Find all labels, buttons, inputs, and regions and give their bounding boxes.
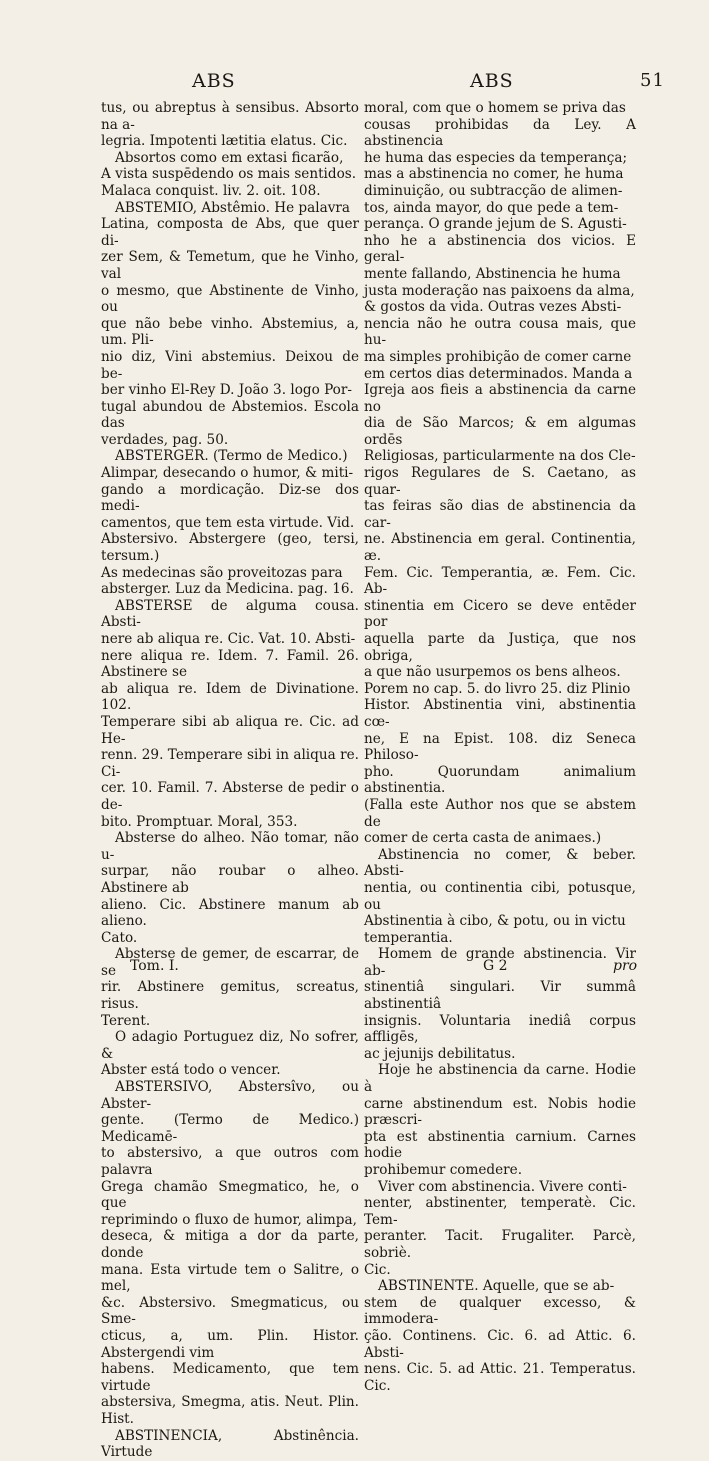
text-line: ab aliqua re. Idem de Divinatione. 102. xyxy=(101,680,359,714)
text-line: stinentiâ singulari. Vir summâ abstinentiâ xyxy=(364,979,636,1013)
text-line: legria. Impotenti lætitia elatus. Cic. xyxy=(101,133,348,150)
text-line: cer. 10. Famil. 7. Absterse de pedir o de- xyxy=(101,780,359,813)
text-line: stem de qualquer excesso, & immodera- xyxy=(364,1294,636,1328)
text-line: abstersiva, Smegma, atis. Neut. Plin. Hist. xyxy=(101,1394,359,1427)
text-line: prohibemur comedere. xyxy=(364,1162,523,1178)
text-line: ac jejunijs debilitatus. xyxy=(364,1045,516,1062)
text-line: diminuição, ou subtracção de alimen- xyxy=(364,182,623,199)
text-line: gente. (Termo de Medico.) Medicamē- xyxy=(101,1112,359,1145)
text-line: surpar, não roubar o alheo. Abstinere ab xyxy=(101,863,359,896)
text-line: peranter. Tacit. Frugaliter. Parcè, sobriè. xyxy=(364,1228,636,1261)
left-column xyxy=(101,100,359,1461)
text-line: he huma das especies da temperança; xyxy=(364,149,628,166)
text-line: ção. Continens. Cic. 6. ad Attic. 6. Absti- xyxy=(364,1327,636,1361)
text-line: verdades, pag. 50. xyxy=(101,431,229,448)
text-line: nencia não he outra cousa mais, que hu- xyxy=(364,315,636,349)
text-line: ne, E na Epist. 108. diz Seneca Philoso- xyxy=(364,730,636,764)
text-line: Temperare sibi ab aliqua re. Cic. ad He- xyxy=(101,713,359,747)
text-line: comer de certa casta de animaes.) xyxy=(364,830,602,847)
text-line: renn. 29. Temperare sibi in aliqua re. Ci- xyxy=(101,747,359,780)
text-line: aquella parte da Justiça, que nos obriga, xyxy=(364,631,636,664)
text-line: zer Sem, & Temetum, que he Vinho, val xyxy=(101,249,359,282)
text-line: Malaca conquist. liv. 2. oit. 108. xyxy=(101,182,321,199)
text-line: cticus, a, um. Plin. Histor. Abstergendi vim xyxy=(101,1327,359,1361)
text-line: Abstinencia no comer, & beber. Absti- xyxy=(364,846,636,880)
text-line: (Falla este Author nos que se abstem de xyxy=(364,796,636,830)
text-line: nens. Cic. 5. ad Attic. 21. Temperatus. Cic. xyxy=(364,1361,636,1394)
text-line: temperantia. xyxy=(364,929,453,946)
entry-absterger: ABSTERGER. (Termo de Medico.) xyxy=(115,448,348,465)
text-line: camentos, que tem esta virtude. Vid. xyxy=(101,514,355,531)
text-line: A vista suspēdendo os mais sentidos. xyxy=(101,166,357,183)
text-line: Hoje he abstinencia da carne. Hodie à xyxy=(364,1062,636,1096)
text-line: pho. Quorundam animalium abstinentia. xyxy=(364,763,636,797)
signature-mark: G 2 xyxy=(483,958,508,974)
text-line: bito. Promptuar. Moral, 353. xyxy=(101,813,298,830)
text-line: nere aliqua re. Idem. 7. Famil. 26. Abstinere se xyxy=(101,647,359,681)
text-line: que não bebe vinho. Abstemius, a, um. Pli- xyxy=(101,315,359,349)
text-line: Grega chamão Smegmatico, he, o que xyxy=(101,1178,359,1212)
text-line: alieno. Cic. Abstinere manum ab alieno. xyxy=(101,896,359,930)
text-line: tus, ou abreptus à sensibus. Absorto na a- xyxy=(101,100,359,133)
text-line: Abster está todo o vencer. xyxy=(101,1062,281,1079)
text-line: &c. Abstersivo. Smegmaticus, ou Sme- xyxy=(101,1294,359,1328)
running-head-right: ABS xyxy=(470,70,514,92)
text-line: Homem de grande abstinencia. Vir ab- xyxy=(364,946,636,979)
entry-abstemio: ABSTEMIO, Abstêmio. He palavra xyxy=(115,199,350,216)
text-line: & gostos da vida. Outras vezes Absti- xyxy=(364,299,622,316)
text-line: Viver com abstinencia. Vivere conti- xyxy=(378,1178,627,1195)
text-line: reprimindo o fluxo de humor, alimpa, xyxy=(101,1211,357,1228)
text-line: dia de São Marcos; & em algumas ordēs xyxy=(364,415,636,448)
text-line: Igreja aos fieis a abstinencia da carne no xyxy=(364,382,636,415)
text-line: insignis. Voluntaria inediâ corpus affligēs, xyxy=(364,1012,636,1046)
text-line: gando a mordicação. Diz-se dos medi- xyxy=(101,481,359,515)
text-line: nio diz, Vini abstemius. Deixou de be- xyxy=(101,348,359,382)
text-line: mente fallando, Abstinencia he huma xyxy=(364,265,621,282)
running-head-left: ABS xyxy=(192,70,236,92)
text-line: stinentia em Cicero se deve entēder por xyxy=(364,597,636,631)
catchword: pro xyxy=(613,958,638,974)
text-line: rigos Regulares de S. Caetano, as quar- xyxy=(364,465,636,498)
text-line: Religiosas, particularmente na dos Cle- xyxy=(364,448,636,465)
text-line: o mesmo, que Abstinente de Vinho, ou xyxy=(101,282,359,316)
entry-abstinente: ABSTINENTE. Aquelle, que se ab- xyxy=(378,1278,615,1295)
text-line: absterger. Luz da Medicina. pag. 16. xyxy=(101,581,354,598)
text-line: nho he a abstinencia dos vicios. E geral- xyxy=(364,232,636,266)
text-line: mana. Esta virtude tem o Salitre, o mel, xyxy=(101,1261,359,1295)
volume-mark: Tom. I. xyxy=(130,958,179,974)
text-line: nentia, ou continentia cibi, potusque, ou xyxy=(364,879,636,913)
text-line: Latina, composta de Abs, que quer di- xyxy=(101,216,359,249)
text-line: Terent. xyxy=(101,1012,151,1029)
text-line: Absterse de gemer, de escarrar, de se xyxy=(101,946,359,979)
text-line: Alimpar, desecando o humor, & miti- xyxy=(101,465,354,482)
text-line: justa moderação nas paixoens da alma, xyxy=(364,282,635,299)
text-line: carne abstinendum est. Nobis hodie præscri- xyxy=(364,1095,636,1129)
text-line: tos, ainda mayor, do que pede a tem- xyxy=(364,199,619,216)
text-line: perança. O grande jejum de S. Agusti- xyxy=(364,216,627,233)
text-line: Absterse do alheo. Não tomar, não u- xyxy=(101,830,359,863)
text-line: nere ab aliqua re. Cic. Vat. 10. Absti- xyxy=(101,631,356,647)
right-column xyxy=(364,100,636,1394)
text-line: habens. Medicamento, que tem virtude xyxy=(101,1361,359,1394)
page-number: 51 xyxy=(640,70,665,91)
text-line: pta est abstinentia carnium. Carnes hodie xyxy=(364,1128,636,1162)
text-line: Fem. Cic. Temperantia, æ. Fem. Cic. Ab- xyxy=(364,564,636,598)
text-line: tas feiras são dias de abstinencia da car- xyxy=(364,498,636,531)
entry-abstinencia: ABSTINENCIA, Abstinência. Virtude xyxy=(101,1427,359,1461)
text-line: mas a abstinencia no comer, he huma xyxy=(364,166,624,183)
text-line: to abstersivo, a que outros com palavra xyxy=(101,1145,359,1178)
text-line: Cic. xyxy=(364,1261,391,1278)
text-line: tugal abundou de Abstemios. Escola das xyxy=(101,398,359,432)
text-line: Histor. Abstinentia vini, abstinentia cœ- xyxy=(364,697,636,730)
text-line: Abstinentia à cibo, & potu, ou in victu xyxy=(364,913,626,930)
text-line: a que não usurpemos os bens alheos. xyxy=(364,664,621,681)
text-line: em certos dias determinados. Manda a xyxy=(364,365,633,382)
entry-abstersivo: ABSTERSIVO, Abstersîvo, ou Abster- xyxy=(101,1079,359,1112)
text-line: Abstersivo. Abstergere (geo, tersi, tersum.) xyxy=(101,531,359,565)
text-line: deseca, & mitiga a dor da parte, donde xyxy=(101,1228,359,1261)
text-line: moral, com que o homem se priva das xyxy=(364,100,626,116)
text-line: Porem no cap. 5. do livro 25. diz Plinio xyxy=(364,680,631,697)
text-line: ma simples prohibição de comer carne xyxy=(364,348,632,365)
text-line: Absortos como em extasi ficarão, xyxy=(115,149,344,166)
text-line: Cato. xyxy=(101,929,138,946)
entry-absterse: ABSTERSE de alguma cousa. Absti- xyxy=(101,597,359,631)
text-line: cousas prohibidas da Ley. A abstinencia xyxy=(364,116,636,150)
text-line: rir. Abstinere gemitus, screatus, risus. xyxy=(101,979,359,1013)
text-line: O adagio Portuguez diz, No sofrer, & xyxy=(101,1029,359,1062)
text-line: ber vinho El-Rey D. João 3. logo Por- xyxy=(101,382,352,399)
text-line: ne. Abstinencia em geral. Continentia, æ. xyxy=(364,531,636,565)
text-line: As medecinas são proveitozas para xyxy=(101,564,343,581)
text-line: nenter, abstinenter, temperatè. Cic. Tem- xyxy=(364,1195,636,1228)
